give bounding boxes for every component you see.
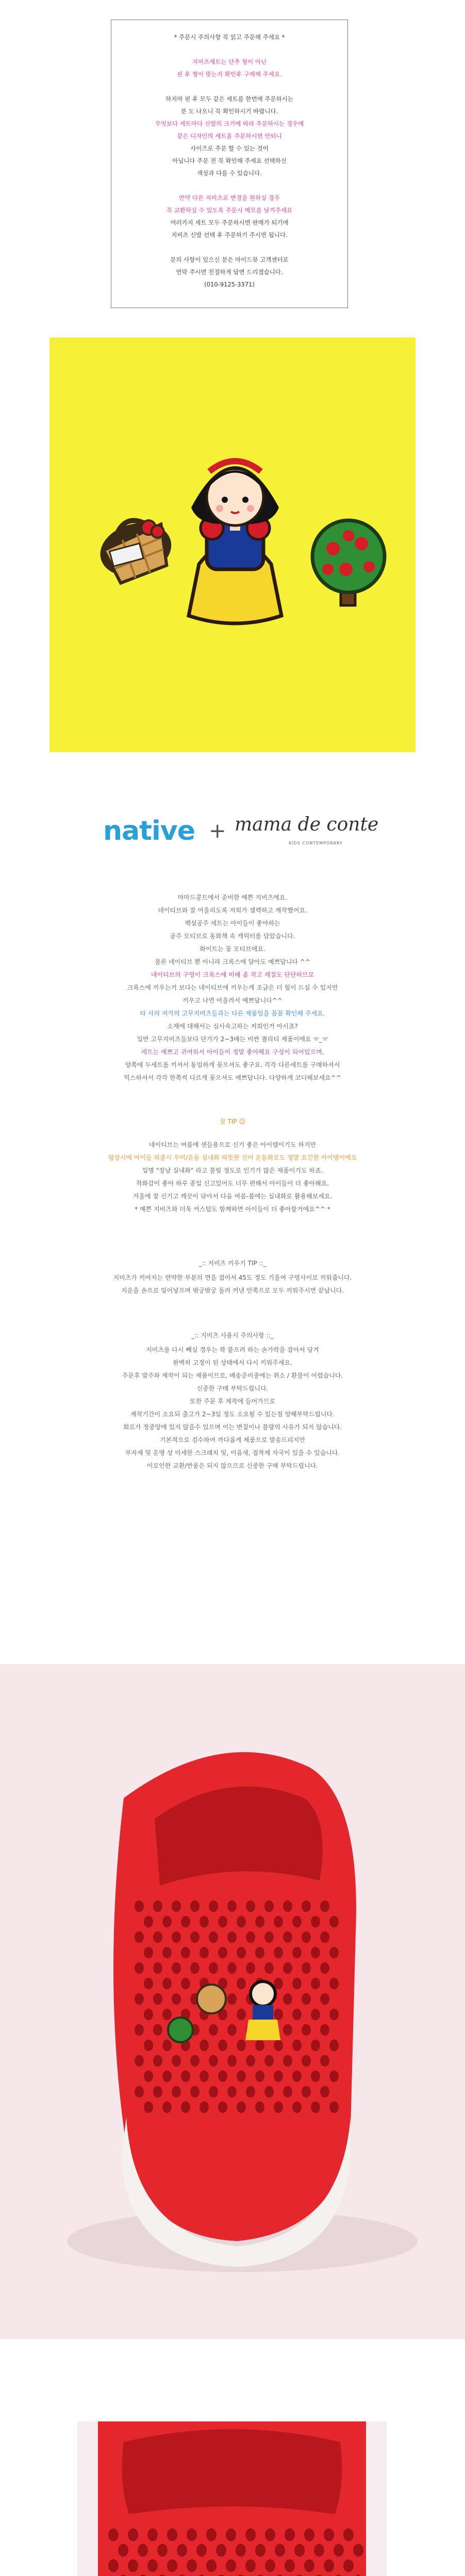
- shoe-hole: [237, 2102, 246, 2113]
- shoe-hole: [162, 1947, 172, 1959]
- intro-line: 믹스하셔서 각각 한쪽씩 다르게 꽂으셔도 예쁘답니다. 다양하게 코디해보세요^^: [124, 1074, 341, 1081]
- shoe-hole: [311, 2071, 320, 2082]
- shoe-hole: [135, 2024, 144, 2036]
- shoe-hole: [255, 1947, 264, 1959]
- shoe-hole: [227, 1901, 237, 1912]
- shoe-hole: [292, 2009, 302, 2021]
- shoe-hole: [246, 1962, 255, 1974]
- shoe-hole: [144, 2071, 153, 2082]
- caution-line: 회로가 정중앙에 있지 않을수 있으며 이는 변질이나 불량의 사유가 되지 않습니다.: [123, 1423, 342, 1431]
- shoe-hole: [144, 1947, 153, 1959]
- caution-line: 주문후 발주와 제작이 되는 제품이므로, 배송준비중에는 취소 / 환불이 어렵습니다.: [122, 1372, 343, 1379]
- shoe-hole: [227, 1931, 237, 1943]
- shoe-hole: [172, 1931, 181, 1943]
- shoe-hole: [190, 2055, 200, 2067]
- shoe-hole: [329, 2102, 339, 2113]
- apple-tree-charm-icon: [168, 2018, 193, 2042]
- shoe-hole: [311, 1947, 320, 1959]
- shoe-hole: [283, 2024, 292, 2036]
- shoe-hole: [218, 1947, 227, 1959]
- shoe-hole: [302, 1962, 311, 1974]
- shoe-hole: [329, 1916, 339, 1928]
- caution-line: 기본적으로 검수하여 까다롭게 제품으로 발송드리지만: [160, 1436, 305, 1444]
- shoe-hole: [162, 1916, 172, 1928]
- tip-line: 평상시에 아이들 외출시 우비/운동 실내화 따뜻한 신어 운동화로도 정말 요긴한 아이템이에요: [108, 1154, 357, 1161]
- shoe-hole: [255, 2102, 264, 2113]
- shoe-hole: [237, 1947, 246, 1959]
- shoe-hole: [181, 2071, 190, 2082]
- shoe-hole: [227, 2024, 237, 2036]
- shoe-hole: [246, 2086, 255, 2098]
- shoe-hole: [218, 2071, 227, 2082]
- notice-box: [111, 20, 348, 308]
- shoe-hole: [209, 2024, 218, 2036]
- shoe-hole: [190, 1901, 200, 1912]
- shoe-hole: [255, 1916, 264, 1928]
- shoe-hole: [206, 2529, 217, 2541]
- shoe-hole: [302, 1901, 311, 1912]
- shoe-hole: [190, 1931, 200, 1943]
- shoe-hole: [265, 2560, 275, 2572]
- shoe-hole: [274, 2009, 283, 2021]
- shoe-hole: [144, 2009, 153, 2021]
- notice-line: 색상과 다를 수 있습니다.: [197, 170, 262, 177]
- shoe-hole: [172, 1993, 181, 2005]
- shoe-hole: [343, 2529, 354, 2541]
- shoe-photo-closeup: [77, 2421, 387, 2576]
- basket-charm-icon: [93, 512, 178, 586]
- shoe-hole: [311, 2009, 320, 2021]
- notice-line: * 주문시 주의사항 꼭 읽고 주문해 주세요 *: [174, 33, 285, 41]
- shoe-hole: [302, 2086, 311, 2098]
- shoe-hole: [153, 2086, 162, 2098]
- shoe-hole: [172, 2055, 181, 2067]
- intro-line: 세트는 예쁘고 귀여워서 아이들이 정말 좋아해요 구성이 되어있으며,: [141, 1048, 324, 1056]
- shoe-hole: [200, 1947, 209, 1959]
- tip-line: 네이티브는 여름에 샌들용으로 신기 좋은 아이템이기도 하지만: [148, 1141, 317, 1148]
- shoe-hole: [162, 2040, 172, 2052]
- shoe-hole: [265, 2529, 275, 2541]
- shoe-hole: [162, 2071, 172, 2082]
- shoe-hole: [320, 1901, 329, 1912]
- shoe-hole: [320, 2086, 329, 2098]
- shoe-hole: [311, 2102, 320, 2113]
- shoe-hole: [135, 2086, 144, 2098]
- shoe-hole: [196, 2544, 207, 2557]
- red-shoe-closeup-image: [77, 2421, 387, 2576]
- notice-line: 지비츠 신발 선택 후 주문하기 주시면 됩니다.: [171, 231, 288, 239]
- notice-line: 아닙니다 주문 전 꼭 확인해 주세요 선택하신: [172, 157, 287, 164]
- intro-line: 공주 모티브로 동화책 속 캐릭터를 담았습니다.: [170, 933, 295, 940]
- shoe-hole: [237, 1978, 246, 1990]
- shoe-hole: [118, 2544, 128, 2557]
- shoe-hole: [283, 1962, 292, 1974]
- caution-line: 신중한 구매 부탁드립니다.: [196, 1385, 269, 1392]
- shoe-hole: [320, 1962, 329, 1974]
- notice-line: 하지마 핀 후 모두 같은 세트를 한번에 주문하시는: [165, 95, 293, 103]
- shoe-hole: [320, 2055, 329, 2067]
- shoe-hole: [135, 1962, 144, 1974]
- shoe-hole: [274, 2102, 283, 2113]
- tip-title: 꿀 TIP ☺: [220, 1118, 245, 1125]
- shoe-hole: [144, 2102, 153, 2113]
- shoe-hole: [283, 2055, 292, 2067]
- shoe-hole: [162, 2102, 172, 2113]
- shoe-hole: [218, 1916, 227, 1928]
- caution-line: 제작기간이 소요되 출고가 2~3일 정도 소요될 수 있는점 양해부탁드립니다.: [130, 1411, 335, 1418]
- mama-de-conte-logo: mama de conte: [235, 814, 379, 835]
- shoe-hole: [172, 1962, 181, 1974]
- shoe-hole: [157, 2544, 168, 2557]
- shoe-hole: [320, 2024, 329, 2036]
- shoe-hole: [190, 2086, 200, 2098]
- install-line: 지운을 손으로 밀어넣으며 밖궁밖궁 돌려 꺼낸 안쪽으로 모두 끼워주시면 끝납니다.: [121, 1287, 344, 1294]
- install-line: 지비츠가 끼어지는 연약한 부분의 면을 접어서 45도 정도 기울여 구멍사이로 끼워줍니다.: [113, 1274, 352, 1281]
- shoe-hole: [292, 1947, 302, 1959]
- intro-line: 백설공주 세트는 아이들이 좋아하는: [185, 920, 280, 927]
- shoe-hole: [144, 2040, 153, 2052]
- shoe-hole: [311, 1916, 320, 1928]
- shoe-hole: [264, 1962, 274, 1974]
- intro-line: 타 사의 저가의 고무지비츠들과는 다른 제품임을 꼼꼼 확인해 주세요.: [140, 1010, 325, 1017]
- shoe-hole: [285, 2529, 295, 2541]
- shoe-hole: [292, 1978, 302, 1990]
- shoe-hole: [226, 2560, 236, 2572]
- shoe-hole: [292, 1916, 302, 1928]
- shoe-hole: [153, 1901, 162, 1912]
- tip-line: 착화감이 좋아 하루 종일 신고있어도 너무 편해서 아이들이 더 좋아해요.: [136, 1180, 329, 1187]
- shoe-hole: [144, 1916, 153, 1928]
- shoe-hole: [236, 2544, 246, 2557]
- shoe-hole: [292, 2040, 302, 2052]
- shoe-hole: [274, 1947, 283, 1959]
- shoe-hole: [329, 1947, 339, 1959]
- shoe-hole: [153, 2055, 162, 2067]
- shoe-hole: [237, 1916, 246, 1928]
- notice-line: 핀 후 형이 맞는지 확인후 구매해 주세요.: [177, 71, 282, 78]
- shoe-hole: [167, 2560, 177, 2572]
- intro-line: 일반 고무지비츠들보다 단가가 2~3배는 비싼 퀄리티 제품이에요 ㅠ_ㅠ: [137, 1036, 328, 1043]
- shoe-hole: [153, 1962, 162, 1974]
- shoe-hole: [200, 2071, 209, 2082]
- intro-line: 네이티브의 구멍이 크록스에 비해 좀 작고 재질도 단단하므로: [151, 971, 314, 978]
- intro-line: 네이티브와 잘 어울리도록 저희가 셀렉하고 제작했어요.: [158, 907, 307, 914]
- shoe-hole: [245, 2560, 256, 2572]
- shoe-hole: [304, 2560, 314, 2572]
- shoe-hole: [255, 2040, 264, 2052]
- shoe-hole: [324, 2529, 334, 2541]
- notice-line: 같은 디자인의 세트를 주문하시면 안되니: [177, 132, 282, 140]
- shoe-hole: [283, 1901, 292, 1912]
- shoe-hole: [206, 2560, 217, 2572]
- shoe-hole: [135, 1901, 144, 1912]
- notice-line: 분 도 나오니 꼭 확인하시기 바랍니다.: [180, 108, 278, 115]
- shoe-hole: [144, 1978, 153, 1990]
- shoe-hole: [172, 1901, 181, 1912]
- shoe-photo-main: [0, 1664, 465, 2339]
- intro-line: 마마드콩트에서 준비한 예쁜 지비츠에요.: [177, 894, 288, 901]
- shoe-hole: [227, 2055, 237, 2067]
- notice-line: (010-9125-3371): [204, 281, 255, 288]
- shoe-hole: [264, 1931, 274, 1943]
- shoe-hole: [255, 2071, 264, 2082]
- shoe-hole: [187, 2529, 197, 2541]
- shoe-hole: [227, 1962, 237, 1974]
- caution-line: 부자재 및 운명 상 미세한 스크래치 및, 이음새, 접착제 자국이 있을 수 있습니다.: [125, 1449, 340, 1456]
- tip-line: * 예쁜 지비츠와 더욱 커스텀도 함께하면 아이들이 더 좋아할거에요^^ *: [135, 1206, 330, 1213]
- notice-line: 연락 주시면 친절하게 답변 드리겠습니다.: [176, 268, 283, 276]
- shoe-hole: [153, 1931, 162, 1943]
- notice-line: 여러가지 세트 모두 주문하시면 판매가 되기에: [170, 219, 289, 226]
- shoe-hole: [302, 2055, 311, 2067]
- intro-line: 끼우고 나면 어울려서 예쁘답니다^^: [182, 997, 283, 1004]
- caution-line: 또한 주문 후 제작에 들어가므로: [190, 1398, 275, 1405]
- intro-line: 소재에 대해서는 심사숙고하는 저희인거 아시죠?: [167, 1023, 298, 1030]
- shoe-hole: [227, 1993, 237, 2005]
- shoe-hole: [283, 1931, 292, 1943]
- shoe-hole: [237, 2009, 246, 2021]
- shoe-hole: [320, 1993, 329, 2005]
- product-banner: [49, 337, 416, 752]
- notice-line: 문의 사항이 있으신 분은 마이드뮤 고객센터로: [170, 256, 289, 263]
- shoe-hole: [304, 2529, 314, 2541]
- intro-line: 양쪽에 두세트를 끼셔서 동일하게 꽂으셔도 좋구요. 각각 다른세트를 구매하셔서: [125, 1061, 340, 1069]
- shoe-hole: [334, 2544, 344, 2557]
- red-shoe-image: [0, 1664, 465, 2339]
- shoe-hole: [128, 2560, 138, 2572]
- tip-install-title: _:: 지비츠 끼우기 TIP ::_: [198, 1260, 267, 1267]
- shoe-hole: [216, 2544, 226, 2557]
- shoe-hole: [302, 1993, 311, 2005]
- shoe-hole: [314, 2544, 324, 2557]
- caution-line: 이로인한 교환/반품은 되지 않으므로 신중한 구매 부탁드립니다.: [146, 1462, 319, 1469]
- shoe-hole: [153, 2024, 162, 2036]
- shoe-hole: [200, 1916, 209, 1928]
- notice-line: 만약 다른 지비츠로 변경을 원하실 경우: [178, 194, 280, 201]
- shoe-hole: [246, 1931, 255, 1943]
- notice-line: 지비츠세트는 단추 형이 아닌: [192, 58, 267, 65]
- shoe-hole: [181, 1947, 190, 1959]
- shoe-hole: [153, 1993, 162, 2005]
- shoe-hole: [329, 2040, 339, 2052]
- shoe-hole: [108, 2529, 119, 2541]
- plus-sign: +: [209, 819, 226, 843]
- shoe-hole: [209, 1962, 218, 1974]
- shoe-hole: [320, 1931, 329, 1943]
- tip-line: 일명 "장남 실내화" 라고 불릴 정도로 인기가 많은 제품이기도 하죠.: [142, 1167, 323, 1174]
- mama-de-conte-subtitle: KIDS CONTEMPORARY: [289, 841, 343, 845]
- apple-tree-charm-icon: [312, 520, 385, 605]
- shoe-hole: [108, 2560, 119, 2572]
- shoe-hole: [311, 1978, 320, 1990]
- tip-line: 겨울에 잘 신기고 깨끗이 닦아서 다음 여름-봄에는 실내화로 활용해보세요.: [132, 1193, 333, 1200]
- shoe-hole: [181, 1916, 190, 1928]
- shoe-hole: [135, 1993, 144, 2005]
- shoe-hole: [274, 2071, 283, 2082]
- shoe-hole: [353, 2544, 363, 2557]
- shoe-hole: [226, 2529, 236, 2541]
- shoe-hole: [177, 2544, 187, 2557]
- charm-illustration: [49, 337, 416, 752]
- shoe-hole: [200, 2040, 209, 2052]
- shoe-hole: [147, 2560, 158, 2572]
- shoe-hole: [135, 2055, 144, 2067]
- shoe-hole: [218, 2102, 227, 2113]
- shoe-hole: [283, 1993, 292, 2005]
- intro-line: 크록스에 끼우는거 보다는 네이티브에 끼우는게 조금은 더 힘이 드실 수 있지만: [127, 984, 338, 991]
- shoe-hole: [275, 2544, 285, 2557]
- shoe-hole: [285, 2560, 295, 2572]
- shoe-hole: [209, 1931, 218, 1943]
- snow-white-charm-icon: [189, 461, 281, 623]
- notice-line: 사이즈로 주문 할 수 있는 것이: [190, 145, 269, 152]
- shoe-hole: [218, 2040, 227, 2052]
- intro-line: 물론 네이티브 뿐 아니라 크록스에 달아도 예쁘답니다 ^^: [155, 958, 310, 965]
- shoe-hole: [329, 2009, 339, 2021]
- shoe-hole: [209, 2055, 218, 2067]
- intro-line: 화이트는 꽃 모티브에요.: [200, 945, 265, 953]
- shoe-hole: [200, 2102, 209, 2113]
- shoe-hole: [274, 1916, 283, 1928]
- shoe-hole: [324, 2560, 334, 2572]
- shoe-hole: [255, 2544, 265, 2557]
- shoe-hole: [135, 1931, 144, 1943]
- shoe-hole: [246, 1901, 255, 1912]
- shoe-hole: [147, 2529, 158, 2541]
- shoe-hole: [246, 2055, 255, 2067]
- shoe-hole: [237, 2071, 246, 2082]
- shoe-hole: [245, 2529, 256, 2541]
- shoe-hole: [162, 1978, 172, 1990]
- shoe-hole: [264, 2086, 274, 2098]
- shoe-hole: [264, 2055, 274, 2067]
- shoe-hole: [302, 2024, 311, 2036]
- shoe-hole: [329, 2071, 339, 2082]
- shoe-hole: [172, 2086, 181, 2098]
- shoe-hole: [329, 1978, 339, 1990]
- basket-charm-icon: [197, 1985, 226, 2013]
- shoe-hole: [209, 2086, 218, 2098]
- shoe-hole: [237, 2040, 246, 2052]
- shoe-hole: [187, 2560, 197, 2572]
- shoe-hole: [190, 1962, 200, 1974]
- shoe-hole: [292, 2071, 302, 2082]
- shoe-hole: [209, 1901, 218, 1912]
- shoe-hole: [311, 2040, 320, 2052]
- shoe-hole: [302, 1931, 311, 1943]
- shoe-hole: [167, 2529, 177, 2541]
- shoe-hole: [274, 2040, 283, 2052]
- shoe-hole: [227, 2086, 237, 2098]
- shoe-hole: [294, 2544, 305, 2557]
- notice-line: 꼭 교환하실 수 있도록 주문시 메모를 남겨주세요: [166, 207, 293, 214]
- caution-line: 완벽히 고정이 된 상태에서 다시 끼워주세요.: [173, 1359, 292, 1366]
- shoe-hole: [292, 2102, 302, 2113]
- shoe-hole: [264, 1901, 274, 1912]
- shoe-hole: [181, 1978, 190, 1990]
- caution-line: 지비츠를 다시 빼실 경우는 꽉 붙으려 하는 손가락을 잡아서 당겨: [146, 1346, 319, 1353]
- native-logo: native: [103, 816, 195, 846]
- shoe-hole: [343, 2560, 354, 2572]
- notice-line: 무엇보다 세트마다 신발의 크기에 따라 주문하시는 경우에: [155, 120, 304, 127]
- shoe-hole: [138, 2544, 148, 2557]
- shoe-hole: [162, 2009, 172, 2021]
- caution-title: _:: 지비츠 사용시 주의사항 ::_: [191, 1332, 274, 1339]
- shoe-hole: [128, 2529, 138, 2541]
- shoe-hole: [283, 2086, 292, 2098]
- shoe-hole: [181, 2102, 190, 2113]
